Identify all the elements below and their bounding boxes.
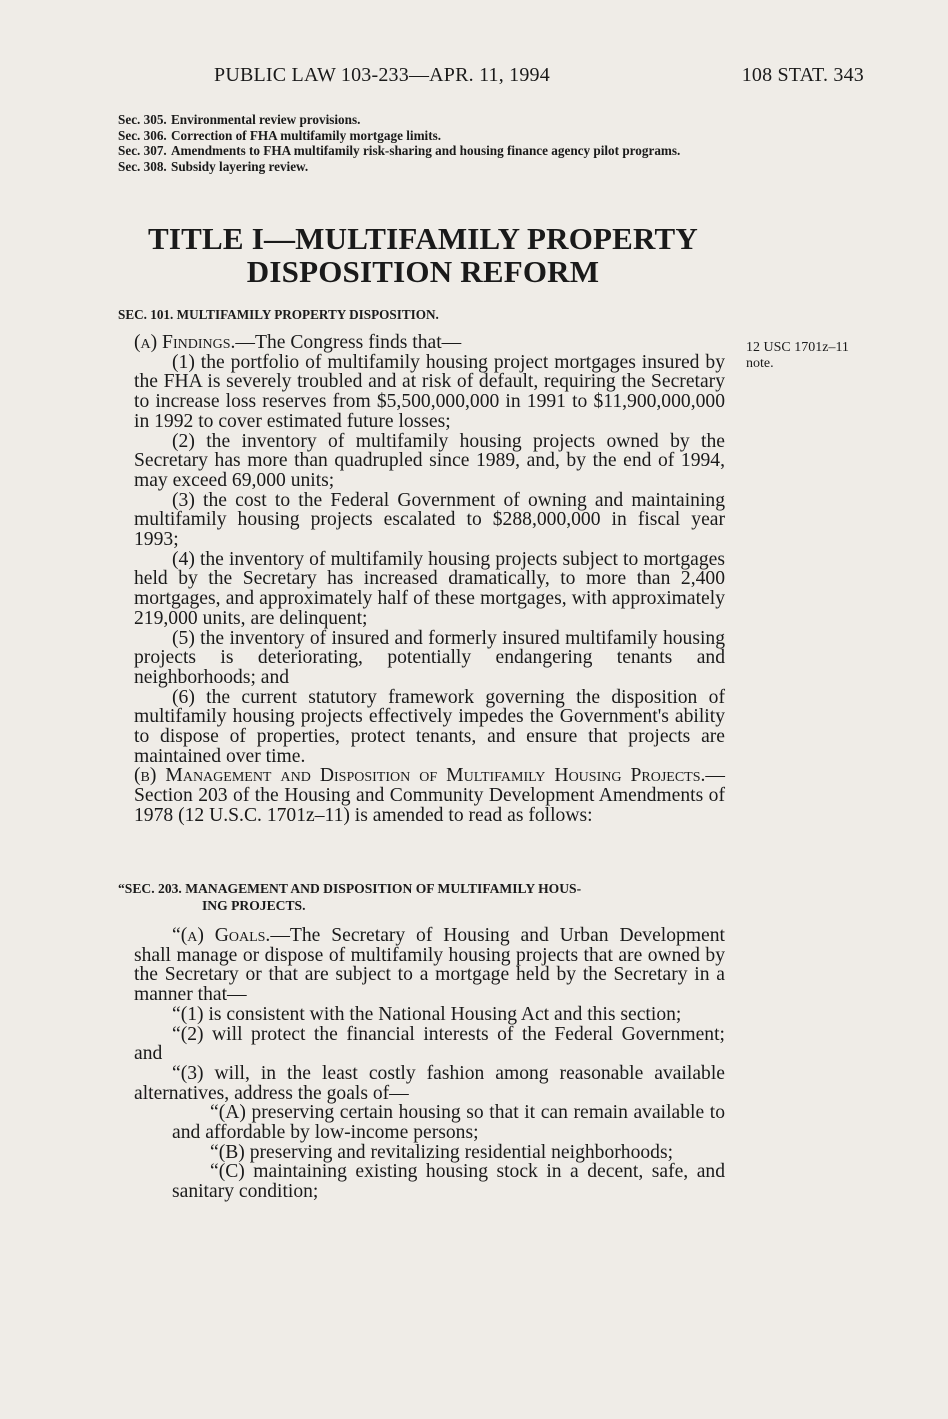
title-line-2: DISPOSITION REFORM	[246, 254, 600, 289]
margin-note-citation: 12 USC 1701z–11	[746, 340, 849, 355]
section-203-heading-line-1: “SEC. 203. MANAGEMENT AND DISPOSITION OF MULTIFAMILY HOUS-	[118, 881, 582, 896]
toc-item	[118, 112, 728, 128]
subsection-b	[134, 766, 725, 825]
subsection-b-label: (b) Management and Disposition of Multifamily Housing Projects.	[134, 765, 706, 787]
running-head-stat: 108 STAT. 343	[741, 64, 864, 86]
section-101-body	[134, 333, 725, 826]
goal-subitem-a: “(A) preserving certain housing so that it can remain available to and affordable by low-income persons;	[172, 1102, 725, 1144]
subsection-a-text: —The Congress finds that—	[235, 332, 462, 353]
toc-number: Sec. 305.	[118, 112, 167, 127]
subsection-b-text: —Section 203 of the Housing and Community Development Amendments of 1978 (12 U.S.C. 1701z–11) is amended to read as follows:	[134, 765, 725, 826]
toc-number: Sec. 308.	[118, 158, 167, 174]
finding-4: (4) the inventory of multifamily housing projects subject to mortgages held by the Secretary has increased dramatically, to more than 2,400 mortgages, and approximately half of these mortgages, with approximately 219,000 units, are delinquent;	[134, 548, 725, 629]
goal-item-1: “(1) is consistent with the National Housing Act and this section;	[172, 1003, 682, 1025]
finding-1: (1) the portfolio of multifamily housing project mortgages insured by the FHA is severely troubled and at risk of default, requiring the Secretary to increase loss reserves from $5,500,000,000 in 1991 to $11,900,000,000 in 1992 to cover estimated future losses;	[134, 351, 725, 432]
toc-item	[118, 143, 728, 159]
toc-number: Sec. 306.	[118, 127, 167, 143]
title-line-1: TITLE I—MULTIFAMILY PROPERTY	[148, 221, 698, 256]
margin-note-label: note.	[746, 356, 774, 371]
toc-text: Subsidy layering review.	[171, 158, 309, 174]
goal-subitem-b: “(B) preserving and revitalizing residential neighborhoods;	[210, 1141, 674, 1163]
table-of-contents	[118, 112, 728, 174]
running-head-title: PUBLIC LAW 103-233—APR. 11, 1994	[214, 64, 550, 86]
finding-2: (2) the inventory of multifamily housing projects owned by the Secretary has more than quadrupled since 1989, and, by the end of 1994, may exceed 69,000 units;	[134, 430, 725, 491]
goal-item-3: “(3) will, in the least costly fashion among reasonable available alternatives, address the goals of—	[134, 1062, 725, 1104]
toc-item	[118, 159, 728, 175]
toc-text: Amendments to FHA multifamily risk-sharing and housing finance agency pilot programs.	[171, 143, 681, 158]
toc-item	[118, 128, 728, 144]
goal-subitem-c: “(C) maintaining existing housing stock in a decent, safe, and sanitary condition;	[172, 1161, 725, 1203]
toc-text: Correction of FHA multifamily mortgage limits.	[171, 127, 442, 143]
goals-paragraph	[134, 926, 725, 1005]
subsection-a-intro	[134, 333, 725, 353]
goals-text: —The Secretary of Housing and Urban Development shall manage or dispose of multifamily housing projects that are owned by the Secretary or that are subject to a mortgage held by the Secretary in a manner that—	[134, 925, 725, 1006]
finding-5: (5) the inventory of insured and formerly insured multifamily housing projects is deteriorating, potentially endangering tenants and neighborhoods; and	[134, 627, 725, 688]
subsection-a-label: (a) Findings.	[134, 332, 236, 353]
toc-number: Sec. 307.	[118, 143, 167, 158]
section-101-heading: SEC. 101. MULTIFAMILY PROPERTY DISPOSITION.	[118, 307, 439, 322]
section-203-heading-line-2: ING PROJECTS.	[202, 898, 306, 913]
title-heading	[118, 222, 728, 288]
goals-label: “(a) Goals.	[172, 925, 271, 946]
section-203-body	[134, 926, 725, 1202]
finding-3: (3) the cost to the Federal Government of owning and maintaining multifamily housing projects escalated to $288,000,000 in fiscal year 1993;	[134, 489, 725, 551]
toc-text: Environmental review provisions.	[171, 112, 361, 127]
section-203-heading	[118, 880, 723, 914]
goal-item-2: “(2) will protect the financial interests of the Federal Government; and	[134, 1023, 725, 1065]
margin-note	[746, 340, 849, 372]
finding-6: (6) the current statutory framework governing the disposition of multifamily housing projects effectively impedes the Government's ability to dispose of properties, protect tenants, and ensure that projects are maintained over time.	[134, 686, 725, 767]
